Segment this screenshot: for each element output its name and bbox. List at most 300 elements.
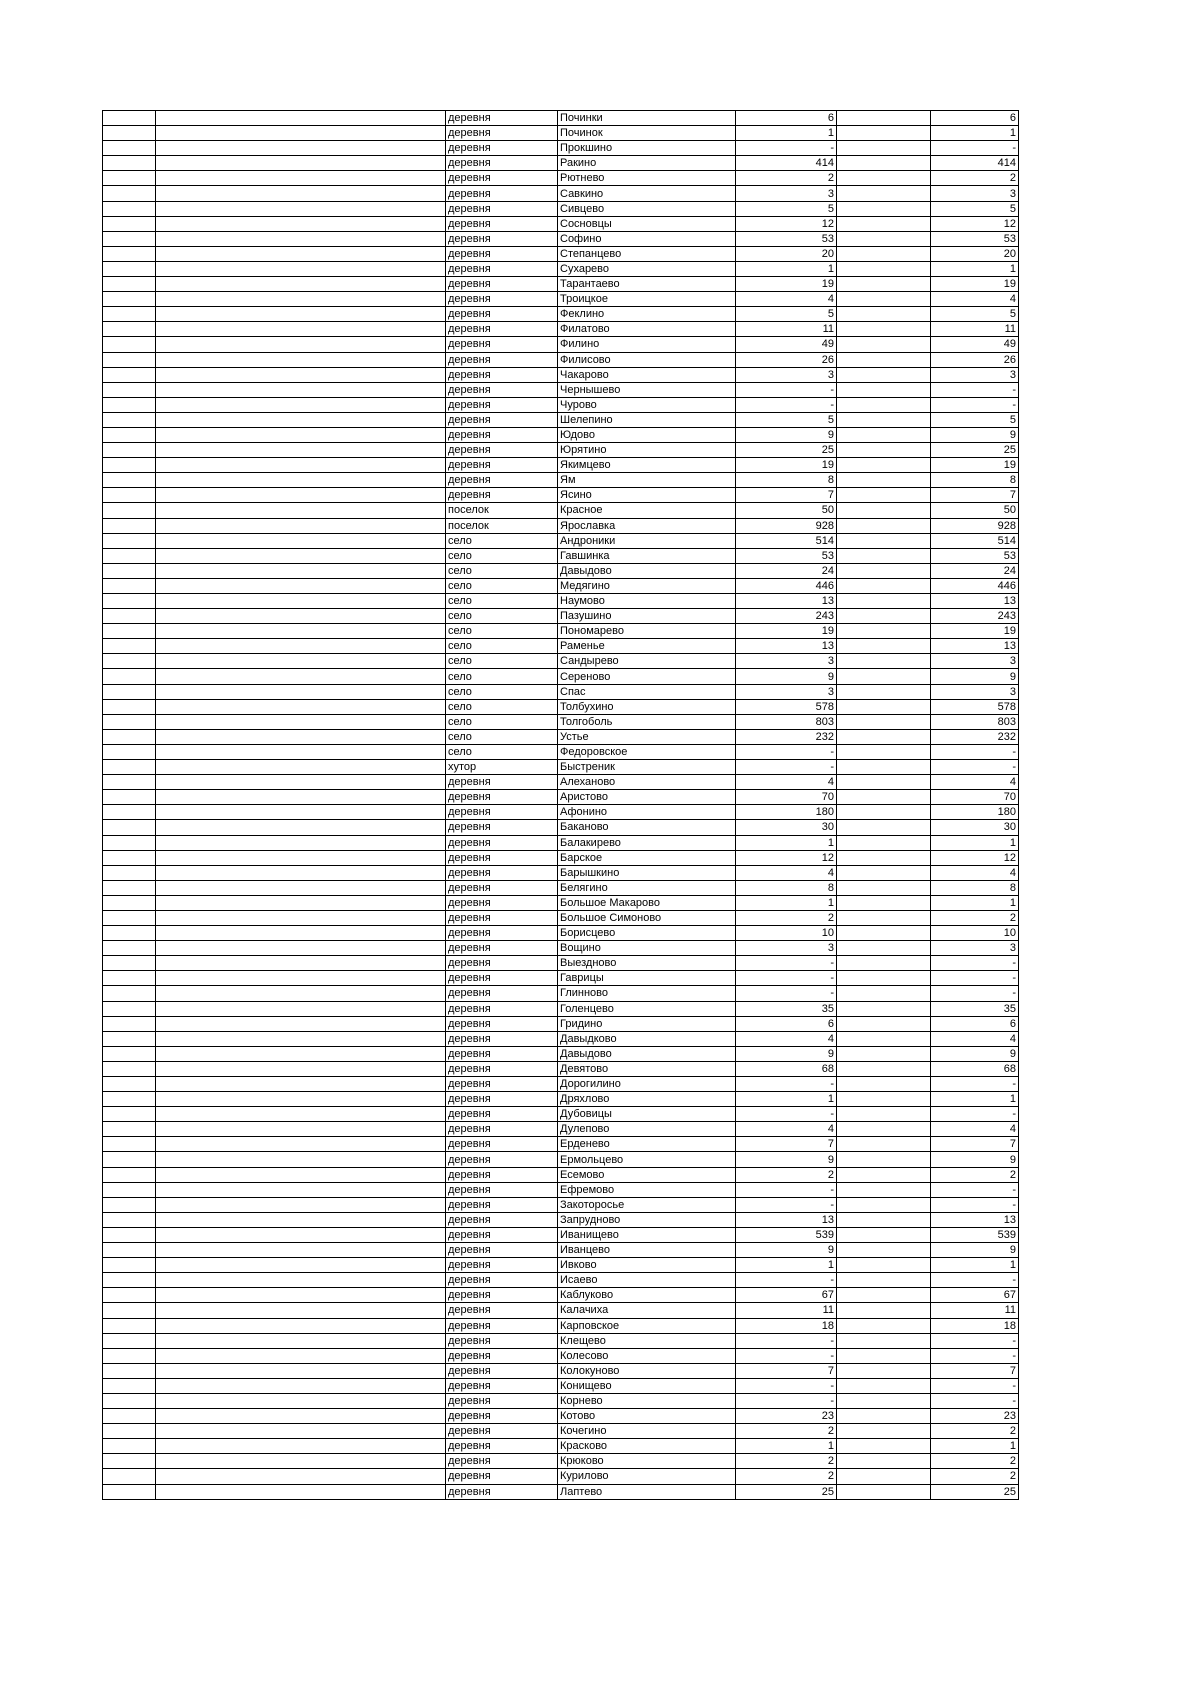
- empty-cell-a: [103, 1167, 156, 1182]
- settlement-name-cell: Сереново: [558, 669, 736, 684]
- empty-cell-c: [837, 186, 931, 201]
- table-row: [103, 1227, 1019, 1242]
- population-value-cell: 35: [931, 1001, 1019, 1016]
- table-row: [103, 1001, 1019, 1016]
- population-value-cell: 13: [931, 594, 1019, 609]
- empty-cell-a: [103, 473, 156, 488]
- table-row: [103, 292, 1019, 307]
- table-row: [103, 820, 1019, 835]
- empty-cell-a: [103, 231, 156, 246]
- settlement-name-cell: Лаптево: [558, 1484, 736, 1499]
- settlement-name-cell: Закоторосье: [558, 1197, 736, 1212]
- population-total-cell: 50: [736, 503, 837, 518]
- table-row: [103, 322, 1019, 337]
- table-row: [103, 171, 1019, 186]
- empty-cell-b: [156, 216, 446, 231]
- population-value-cell: 3: [931, 654, 1019, 669]
- empty-cell-a: [103, 458, 156, 473]
- population-value-cell: 19: [931, 277, 1019, 292]
- settlement-type-cell: деревня: [446, 443, 558, 458]
- empty-cell-b: [156, 277, 446, 292]
- empty-cell-b: [156, 1484, 446, 1499]
- empty-cell-a: [103, 609, 156, 624]
- table-row: [103, 1031, 1019, 1046]
- empty-cell-c: [837, 1137, 931, 1152]
- empty-cell-c: [837, 790, 931, 805]
- population-total-cell: 2: [736, 1454, 837, 1469]
- empty-cell-b: [156, 337, 446, 352]
- population-total-cell: -: [736, 971, 837, 986]
- table-row: [103, 1409, 1019, 1424]
- table-row: [103, 1318, 1019, 1333]
- empty-cell-a: [103, 729, 156, 744]
- table-row: [103, 1439, 1019, 1454]
- population-value-cell: 12: [931, 216, 1019, 231]
- population-value-cell: 7: [931, 488, 1019, 503]
- empty-cell-b: [156, 986, 446, 1001]
- population-value-cell: 9: [931, 1243, 1019, 1258]
- empty-cell-c: [837, 231, 931, 246]
- empty-cell-c: [837, 427, 931, 442]
- empty-cell-b: [156, 1363, 446, 1378]
- settlement-type-cell: деревня: [446, 458, 558, 473]
- empty-cell-c: [837, 1243, 931, 1258]
- population-total-cell: -: [736, 397, 837, 412]
- settlement-type-cell: деревня: [446, 1061, 558, 1076]
- table-row: [103, 443, 1019, 458]
- empty-cell-a: [103, 1122, 156, 1137]
- population-value-cell: 11: [931, 1303, 1019, 1318]
- settlement-name-cell: Иванищево: [558, 1227, 736, 1242]
- settlement-type-cell: село: [446, 684, 558, 699]
- table-row: [103, 790, 1019, 805]
- empty-cell-a: [103, 1258, 156, 1273]
- empty-cell-c: [837, 1167, 931, 1182]
- empty-cell-b: [156, 412, 446, 427]
- empty-cell-a: [103, 1137, 156, 1152]
- settlement-type-cell: деревня: [446, 926, 558, 941]
- empty-cell-c: [837, 775, 931, 790]
- empty-cell-c: [837, 639, 931, 654]
- population-total-cell: 9: [736, 1046, 837, 1061]
- population-total-cell: 3: [736, 684, 837, 699]
- empty-cell-a: [103, 367, 156, 382]
- settlement-name-cell: Раменье: [558, 639, 736, 654]
- population-total-cell: -: [736, 1333, 837, 1348]
- empty-cell-c: [837, 1107, 931, 1122]
- population-value-cell: 24: [931, 563, 1019, 578]
- empty-cell-c: [837, 397, 931, 412]
- settlement-type-cell: деревня: [446, 1152, 558, 1167]
- table-row: [103, 835, 1019, 850]
- settlement-name-cell: Вощино: [558, 941, 736, 956]
- empty-cell-c: [837, 880, 931, 895]
- settlement-name-cell: Пазушино: [558, 609, 736, 624]
- table-row: [103, 352, 1019, 367]
- population-value-cell: 928: [931, 518, 1019, 533]
- population-value-cell: -: [931, 141, 1019, 156]
- population-value-cell: 25: [931, 1484, 1019, 1499]
- empty-cell-b: [156, 548, 446, 563]
- table-row: [103, 956, 1019, 971]
- population-value-cell: 11: [931, 322, 1019, 337]
- settlement-name-cell: Барышкино: [558, 865, 736, 880]
- table-row: [103, 1197, 1019, 1212]
- population-total-cell: 67: [736, 1288, 837, 1303]
- population-value-cell: 4: [931, 292, 1019, 307]
- empty-cell-a: [103, 1348, 156, 1363]
- population-total-cell: 9: [736, 1152, 837, 1167]
- settlement-type-cell: деревня: [446, 986, 558, 1001]
- population-total-cell: 4: [736, 775, 837, 790]
- empty-cell-a: [103, 1107, 156, 1122]
- population-total-cell: 243: [736, 609, 837, 624]
- population-total-cell: 10: [736, 926, 837, 941]
- population-total-cell: -: [736, 744, 837, 759]
- settlement-name-cell: Сухарево: [558, 261, 736, 276]
- population-total-cell: 3: [736, 941, 837, 956]
- settlement-name-cell: Пономарево: [558, 624, 736, 639]
- empty-cell-a: [103, 443, 156, 458]
- settlement-name-cell: Чернышево: [558, 382, 736, 397]
- empty-cell-c: [837, 1016, 931, 1031]
- empty-cell-a: [103, 488, 156, 503]
- population-value-cell: 1: [931, 126, 1019, 141]
- settlement-name-cell: Корнево: [558, 1393, 736, 1408]
- empty-cell-c: [837, 850, 931, 865]
- table-row: [103, 1182, 1019, 1197]
- settlement-name-cell: Иванцево: [558, 1243, 736, 1258]
- empty-cell-a: [103, 699, 156, 714]
- empty-cell-b: [156, 699, 446, 714]
- table-row: [103, 684, 1019, 699]
- empty-cell-b: [156, 397, 446, 412]
- settlement-name-cell: Гавшинка: [558, 548, 736, 563]
- population-total-cell: -: [736, 1107, 837, 1122]
- empty-cell-c: [837, 1273, 931, 1288]
- settlement-type-cell: деревня: [446, 941, 558, 956]
- settlement-type-cell: деревня: [446, 201, 558, 216]
- empty-cell-b: [156, 624, 446, 639]
- population-value-cell: -: [931, 986, 1019, 1001]
- settlement-type-cell: поселок: [446, 518, 558, 533]
- empty-cell-c: [837, 1439, 931, 1454]
- population-value-cell: -: [931, 956, 1019, 971]
- empty-cell-b: [156, 775, 446, 790]
- settlement-name-cell: Спас: [558, 684, 736, 699]
- population-value-cell: 5: [931, 307, 1019, 322]
- empty-cell-c: [837, 1212, 931, 1227]
- table-row: [103, 458, 1019, 473]
- table-row: [103, 1212, 1019, 1227]
- population-total-cell: 7: [736, 1137, 837, 1152]
- settlement-type-cell: деревня: [446, 775, 558, 790]
- empty-cell-b: [156, 1061, 446, 1076]
- population-value-cell: 9: [931, 427, 1019, 442]
- settlement-name-cell: Клещево: [558, 1333, 736, 1348]
- settlement-type-cell: деревня: [446, 412, 558, 427]
- settlement-name-cell: Красное: [558, 503, 736, 518]
- population-value-cell: 1: [931, 1258, 1019, 1273]
- empty-cell-b: [156, 790, 446, 805]
- population-total-cell: 9: [736, 1243, 837, 1258]
- population-total-cell: 180: [736, 805, 837, 820]
- settlement-name-cell: Конищево: [558, 1378, 736, 1393]
- population-total-cell: 8: [736, 473, 837, 488]
- settlement-type-cell: деревня: [446, 1484, 558, 1499]
- empty-cell-a: [103, 1273, 156, 1288]
- table-row: [103, 1363, 1019, 1378]
- population-total-cell: 514: [736, 533, 837, 548]
- population-value-cell: 5: [931, 412, 1019, 427]
- empty-cell-c: [837, 1318, 931, 1333]
- empty-cell-b: [156, 1243, 446, 1258]
- empty-cell-b: [156, 1439, 446, 1454]
- empty-cell-c: [837, 669, 931, 684]
- settlement-type-cell: деревня: [446, 850, 558, 865]
- population-value-cell: 446: [931, 578, 1019, 593]
- table-row: [103, 156, 1019, 171]
- settlement-name-cell: Красково: [558, 1439, 736, 1454]
- empty-cell-a: [103, 1092, 156, 1107]
- settlement-name-cell: Шелепино: [558, 412, 736, 427]
- population-total-cell: 446: [736, 578, 837, 593]
- empty-cell-a: [103, 986, 156, 1001]
- settlement-name-cell: Наумово: [558, 594, 736, 609]
- settlement-name-cell: Троицкое: [558, 292, 736, 307]
- empty-cell-a: [103, 1077, 156, 1092]
- settlement-type-cell: деревня: [446, 216, 558, 231]
- empty-cell-b: [156, 246, 446, 261]
- table-row: [103, 1061, 1019, 1076]
- table-row: [103, 1243, 1019, 1258]
- settlement-type-cell: деревня: [446, 337, 558, 352]
- settlement-type-cell: деревня: [446, 1031, 558, 1046]
- empty-cell-a: [103, 533, 156, 548]
- empty-cell-a: [103, 111, 156, 126]
- empty-cell-a: [103, 1197, 156, 1212]
- empty-cell-a: [103, 141, 156, 156]
- empty-cell-b: [156, 307, 446, 322]
- population-value-cell: -: [931, 760, 1019, 775]
- population-total-cell: -: [736, 986, 837, 1001]
- population-total-cell: 1: [736, 1092, 837, 1107]
- population-value-cell: 12: [931, 850, 1019, 865]
- table-row: [103, 1152, 1019, 1167]
- empty-cell-b: [156, 805, 446, 820]
- settlement-name-cell: Сосновцы: [558, 216, 736, 231]
- empty-cell-c: [837, 624, 931, 639]
- table-row: [103, 1484, 1019, 1499]
- population-value-cell: 6: [931, 111, 1019, 126]
- empty-cell-a: [103, 307, 156, 322]
- empty-cell-c: [837, 926, 931, 941]
- settlement-name-cell: Ермольцево: [558, 1152, 736, 1167]
- settlement-name-cell: Балакирево: [558, 835, 736, 850]
- population-total-cell: -: [736, 1348, 837, 1363]
- population-value-cell: 30: [931, 820, 1019, 835]
- table-row: [103, 488, 1019, 503]
- table-body: [103, 111, 1019, 1500]
- empty-cell-b: [156, 1122, 446, 1137]
- empty-cell-a: [103, 1061, 156, 1076]
- empty-cell-b: [156, 261, 446, 276]
- population-total-cell: -: [736, 141, 837, 156]
- empty-cell-a: [103, 684, 156, 699]
- empty-cell-a: [103, 412, 156, 427]
- empty-cell-c: [837, 307, 931, 322]
- settlement-type-cell: деревня: [446, 971, 558, 986]
- population-total-cell: 232: [736, 729, 837, 744]
- empty-cell-a: [103, 880, 156, 895]
- empty-cell-b: [156, 941, 446, 956]
- empty-cell-b: [156, 1212, 446, 1227]
- population-total-cell: 68: [736, 1061, 837, 1076]
- empty-cell-b: [156, 1001, 446, 1016]
- empty-cell-c: [837, 1378, 931, 1393]
- empty-cell-a: [103, 1046, 156, 1061]
- settlement-type-cell: деревня: [446, 156, 558, 171]
- empty-cell-a: [103, 352, 156, 367]
- population-value-cell: 9: [931, 669, 1019, 684]
- empty-cell-b: [156, 427, 446, 442]
- empty-cell-c: [837, 488, 931, 503]
- empty-cell-a: [103, 397, 156, 412]
- empty-cell-c: [837, 216, 931, 231]
- population-value-cell: 414: [931, 156, 1019, 171]
- settlement-name-cell: Толгоболь: [558, 714, 736, 729]
- table-row: [103, 609, 1019, 624]
- empty-cell-b: [156, 956, 446, 971]
- settlement-type-cell: деревня: [446, 231, 558, 246]
- settlement-name-cell: Тарантаево: [558, 277, 736, 292]
- settlement-type-cell: деревня: [446, 865, 558, 880]
- empty-cell-c: [837, 201, 931, 216]
- population-total-cell: -: [736, 382, 837, 397]
- population-total-cell: 4: [736, 1031, 837, 1046]
- empty-cell-b: [156, 1409, 446, 1424]
- population-value-cell: -: [931, 744, 1019, 759]
- population-total-cell: 70: [736, 790, 837, 805]
- empty-cell-c: [837, 1227, 931, 1242]
- empty-cell-b: [156, 1393, 446, 1408]
- population-value-cell: -: [931, 1333, 1019, 1348]
- table-row: [103, 1348, 1019, 1363]
- empty-cell-c: [837, 292, 931, 307]
- settlement-type-cell: деревня: [446, 141, 558, 156]
- empty-cell-b: [156, 820, 446, 835]
- empty-cell-c: [837, 986, 931, 1001]
- empty-cell-a: [103, 1303, 156, 1318]
- empty-cell-a: [103, 1152, 156, 1167]
- settlement-name-cell: Ясино: [558, 488, 736, 503]
- empty-cell-c: [837, 1348, 931, 1363]
- table-row: [103, 1077, 1019, 1092]
- empty-cell-a: [103, 1363, 156, 1378]
- empty-cell-a: [103, 1182, 156, 1197]
- population-value-cell: 70: [931, 790, 1019, 805]
- settlement-type-cell: деревня: [446, 820, 558, 835]
- settlement-name-cell: Ивково: [558, 1258, 736, 1273]
- empty-cell-a: [103, 744, 156, 759]
- population-value-cell: 4: [931, 1031, 1019, 1046]
- settlement-type-cell: село: [446, 578, 558, 593]
- settlement-name-cell: Ярославка: [558, 518, 736, 533]
- table-row: [103, 201, 1019, 216]
- empty-cell-c: [837, 714, 931, 729]
- empty-cell-b: [156, 458, 446, 473]
- settlement-name-cell: Давыдово: [558, 1046, 736, 1061]
- population-total-cell: 4: [736, 1122, 837, 1137]
- settlement-type-cell: село: [446, 729, 558, 744]
- table-row: [103, 1258, 1019, 1273]
- table-row: [103, 548, 1019, 563]
- empty-cell-b: [156, 744, 446, 759]
- empty-cell-c: [837, 1469, 931, 1484]
- empty-cell-c: [837, 729, 931, 744]
- empty-cell-b: [156, 654, 446, 669]
- settlement-type-cell: деревня: [446, 1137, 558, 1152]
- population-total-cell: 4: [736, 865, 837, 880]
- settlement-type-cell: деревня: [446, 1469, 558, 1484]
- settlement-name-cell: Дубовицы: [558, 1107, 736, 1122]
- settlement-type-cell: деревня: [446, 171, 558, 186]
- settlement-type-cell: деревня: [446, 1439, 558, 1454]
- settlement-type-cell: деревня: [446, 246, 558, 261]
- settlement-name-cell: Выезднoво: [558, 956, 736, 971]
- settlement-type-cell: деревня: [446, 382, 558, 397]
- empty-cell-a: [103, 805, 156, 820]
- table-row: [103, 126, 1019, 141]
- settlement-type-cell: деревня: [446, 367, 558, 382]
- population-value-cell: -: [931, 1077, 1019, 1092]
- empty-cell-a: [103, 518, 156, 533]
- empty-cell-c: [837, 744, 931, 759]
- settlement-type-cell: деревня: [446, 1016, 558, 1031]
- settlement-name-cell: Починок: [558, 126, 736, 141]
- empty-cell-a: [103, 292, 156, 307]
- empty-cell-a: [103, 835, 156, 850]
- population-value-cell: 2: [931, 1424, 1019, 1439]
- population-value-cell: 13: [931, 1212, 1019, 1227]
- empty-cell-b: [156, 1348, 446, 1363]
- empty-cell-b: [156, 1107, 446, 1122]
- settlement-type-cell: село: [446, 563, 558, 578]
- empty-cell-b: [156, 1227, 446, 1242]
- table-row: [103, 654, 1019, 669]
- empty-cell-c: [837, 1288, 931, 1303]
- population-total-cell: 1: [736, 895, 837, 910]
- settlement-name-cell: Большое Симоново: [558, 910, 736, 925]
- empty-cell-c: [837, 246, 931, 261]
- population-total-cell: 13: [736, 594, 837, 609]
- table-row: [103, 1273, 1019, 1288]
- empty-cell-c: [837, 865, 931, 880]
- population-total-cell: 6: [736, 111, 837, 126]
- population-value-cell: 180: [931, 805, 1019, 820]
- population-total-cell: 23: [736, 1409, 837, 1424]
- table-row: [103, 865, 1019, 880]
- settlement-type-cell: деревня: [446, 111, 558, 126]
- empty-cell-b: [156, 760, 446, 775]
- empty-cell-b: [156, 594, 446, 609]
- table-row: [103, 941, 1019, 956]
- population-total-cell: -: [736, 1197, 837, 1212]
- empty-cell-b: [156, 171, 446, 186]
- population-total-cell: 8: [736, 880, 837, 895]
- empty-cell-a: [103, 156, 156, 171]
- table-row: [103, 397, 1019, 412]
